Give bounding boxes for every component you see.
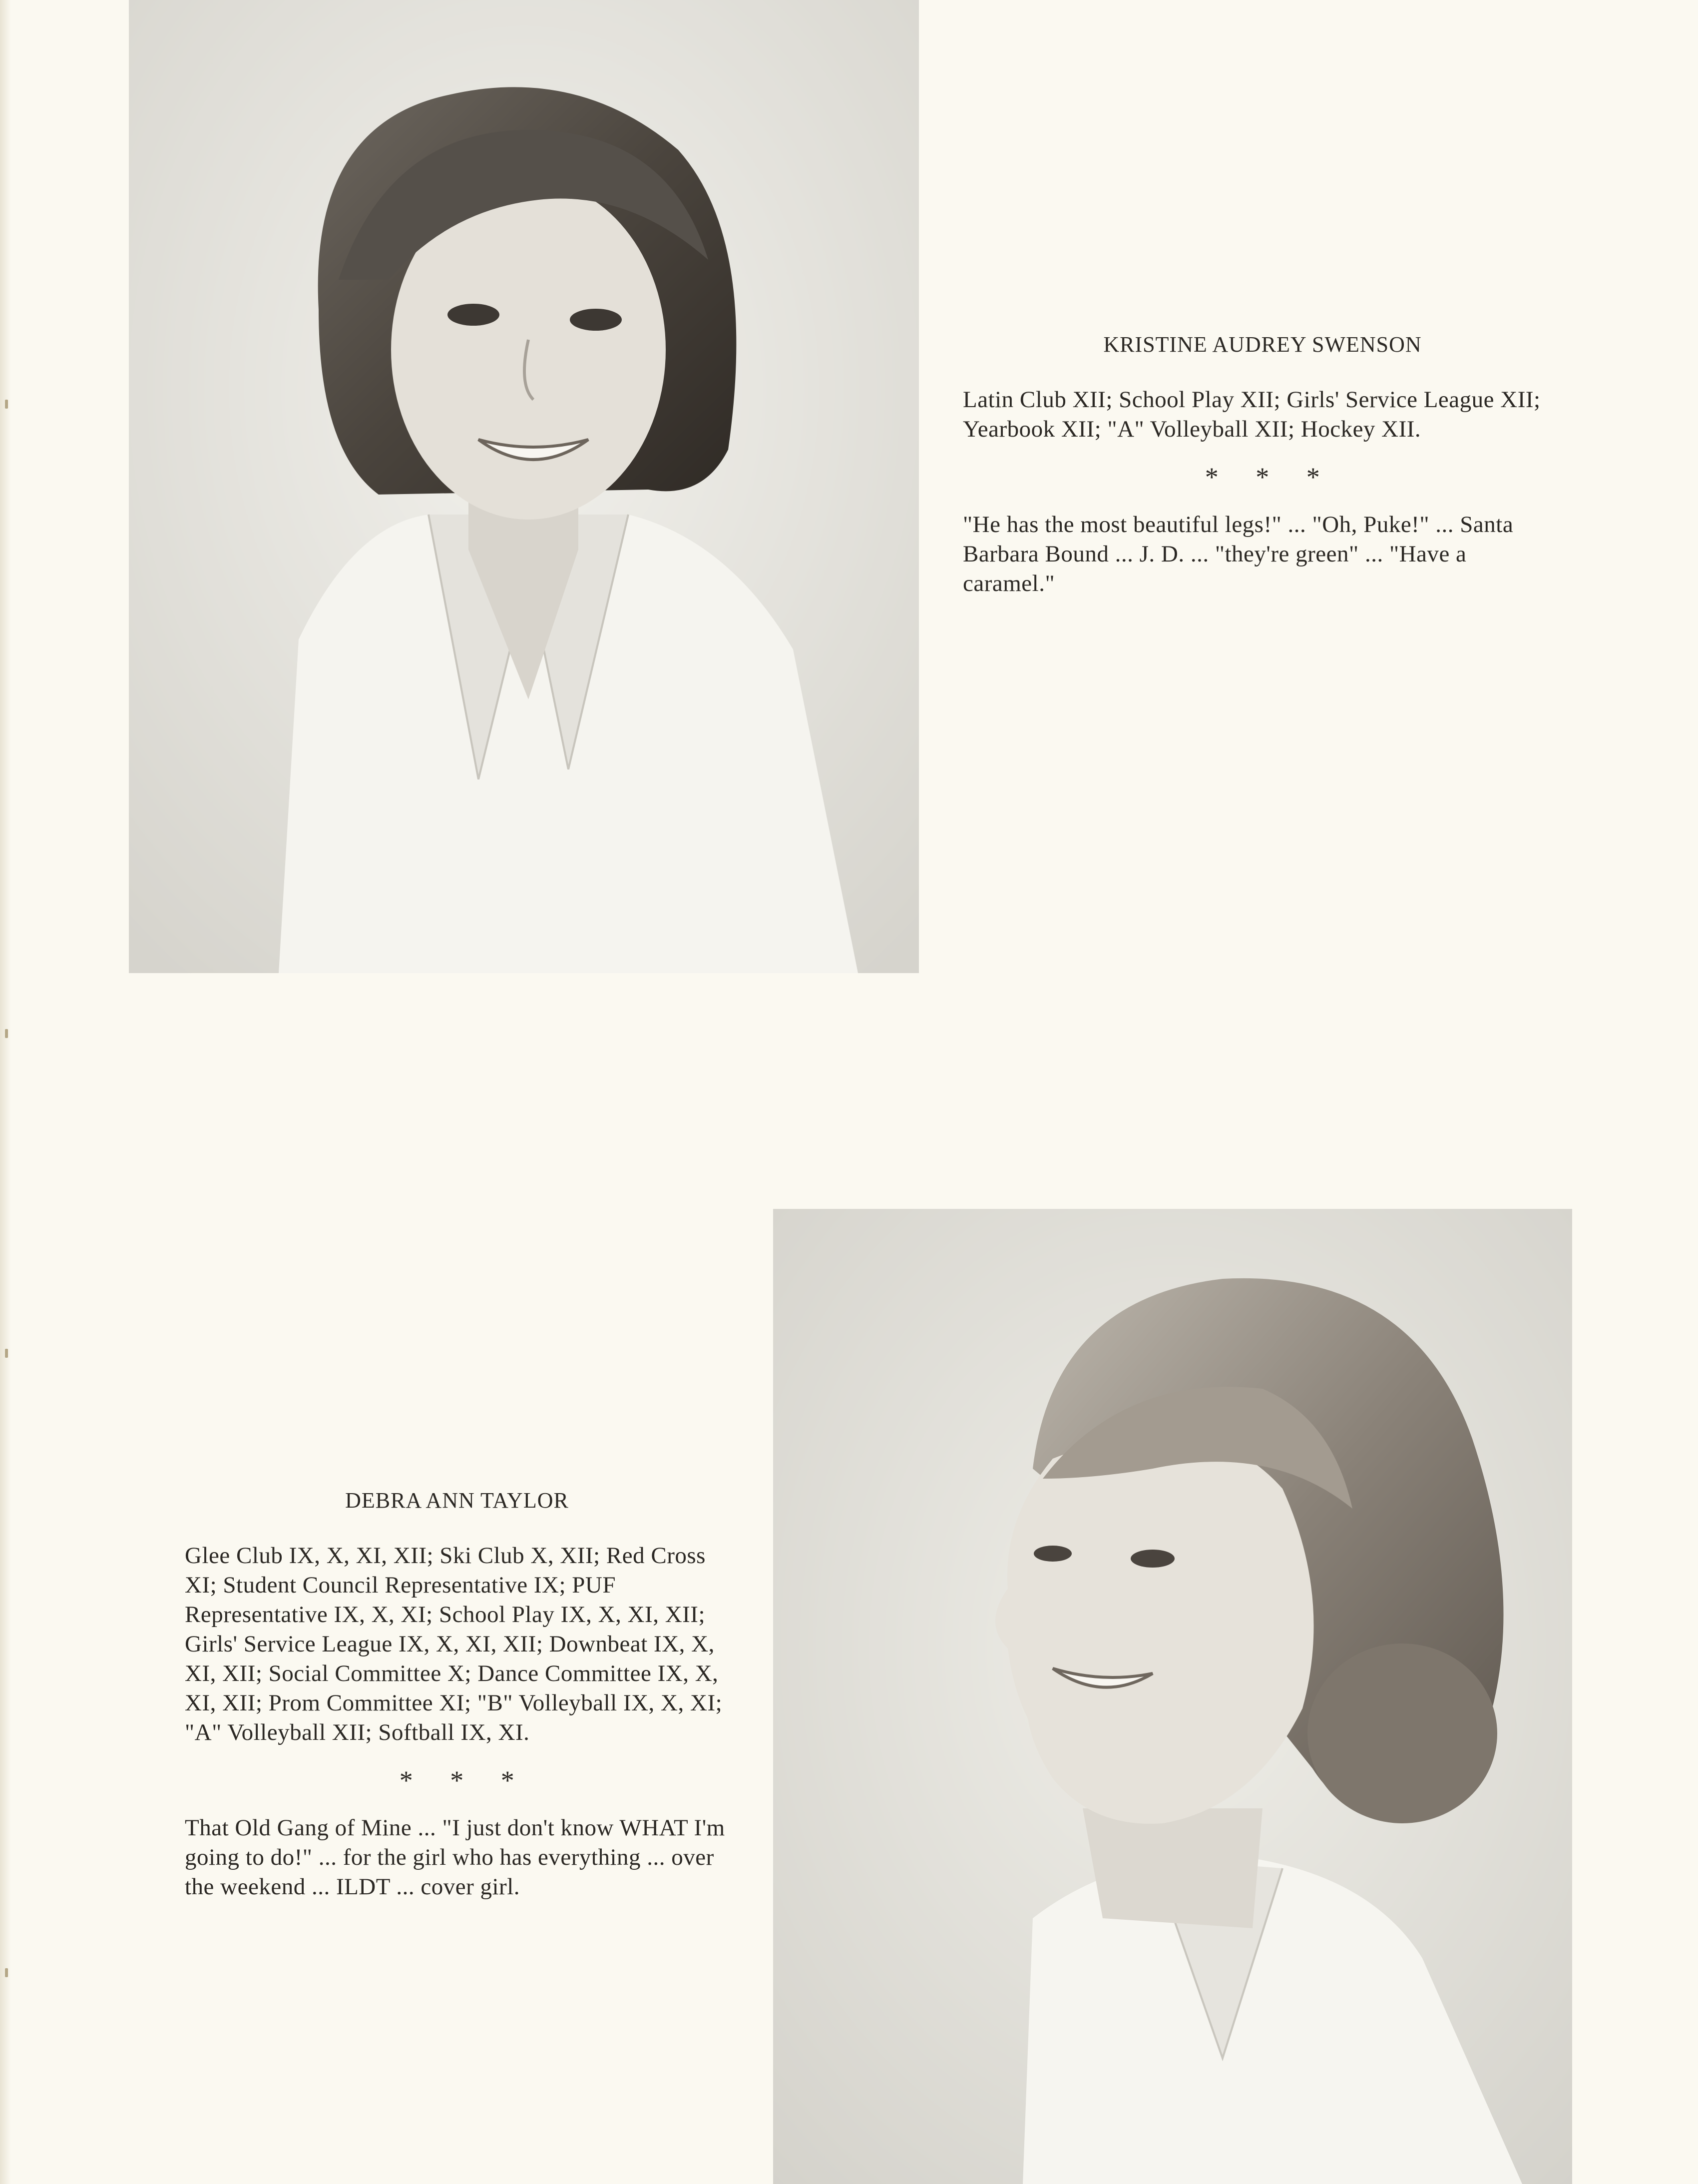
quotes-text: That Old Gang of Mine ... "I just don't know WHAT I'm going to do!" ... for the girl who has everything ... over the weekend ... ILDT ... cover girl. xyxy=(185,1815,725,1900)
student-entry-taylor xyxy=(185,1486,729,1902)
activities-text: Glee Club IX, X, XI, XII; Ski Club X, XII; Red Cross XI; Student Council Representative IX; PUF Representative IX, X, XI; School Play IX, X, XI, XII; Girls' Service League IX, X, XI, XII; Downbeat IX, X, XI, XII; Social Committee X; Dance Committee IX, X, XI, XII; Prom Committee XI; "B" Volleyball IX, X, XI; "A" Volleyball XII; Softball IX, XI. xyxy=(185,1543,723,1745)
student-entry-swenson xyxy=(963,330,1562,598)
binding-mark xyxy=(5,1968,8,1977)
page-binding-edge xyxy=(0,0,11,2184)
separator-stars: * * * xyxy=(1205,462,1320,492)
activities-text: Latin Club XII; School Play XII; Girls' Service League XII; Yearbook XII; "A" Volleyball XII; Hockey XII. xyxy=(963,387,1541,442)
portrait-photo-swenson xyxy=(129,0,919,973)
student-name: DEBRA ANN TAYLOR xyxy=(345,1488,569,1513)
binding-mark xyxy=(5,1349,8,1358)
separator-stars: * * * xyxy=(399,1765,515,1795)
binding-mark xyxy=(5,1029,8,1038)
quotes-text: "He has the most beautiful legs!" ... "Oh, Puke!" ... Santa Barbara Bound ... J. D. ... "they're green" ... "Have a caramel." xyxy=(963,512,1514,596)
student-name: KRISTINE AUDREY SWENSON xyxy=(1103,332,1422,357)
portrait-photo-taylor xyxy=(773,1209,1572,2184)
binding-mark xyxy=(5,400,8,409)
